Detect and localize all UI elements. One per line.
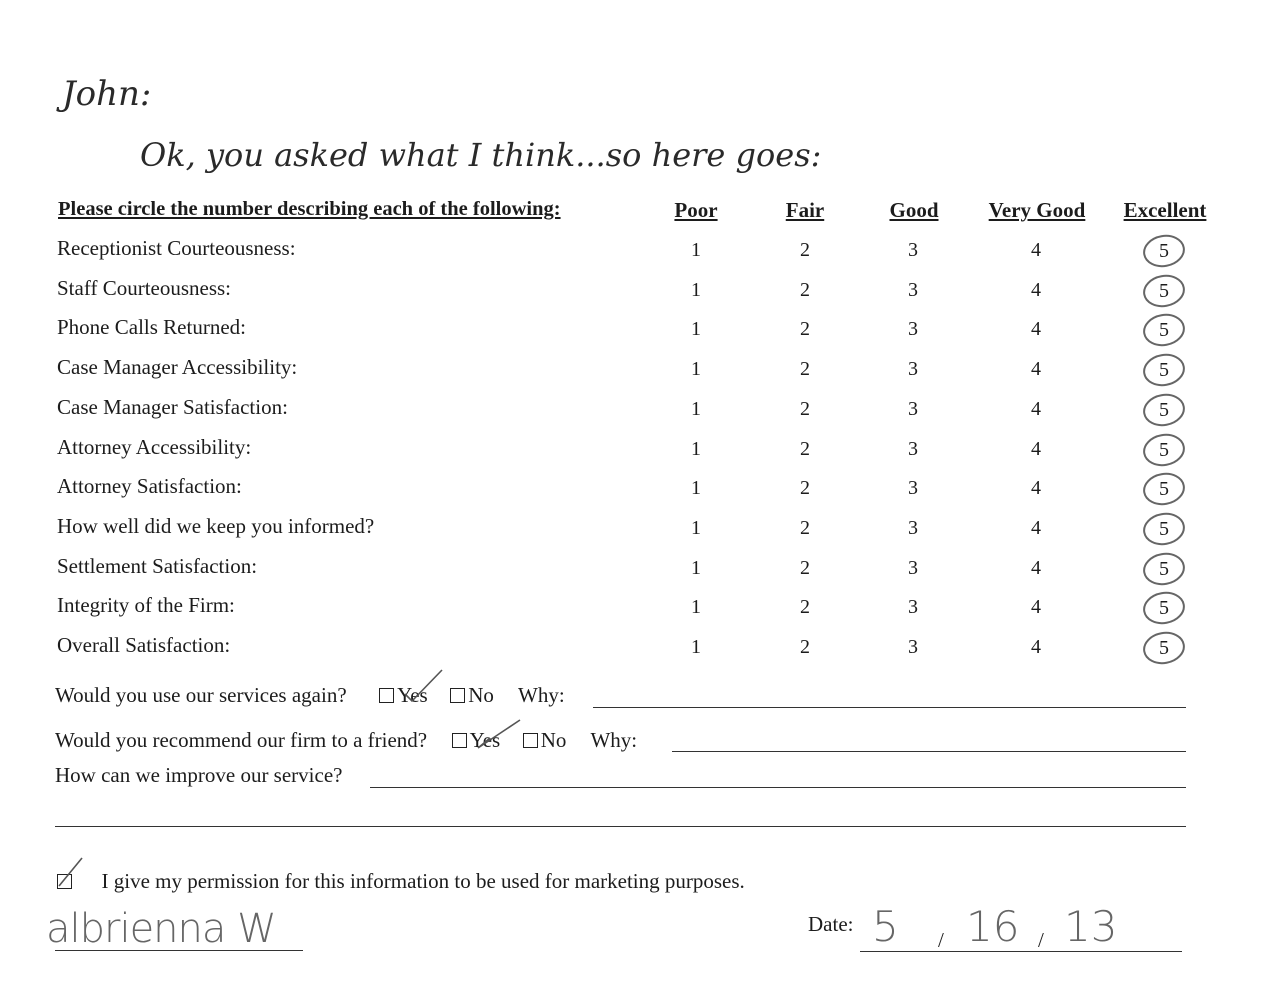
- rating-number: 3: [908, 278, 918, 301]
- hand-circle-icon: [1140, 510, 1188, 548]
- rating-number: 5: [1159, 637, 1169, 659]
- permission-text: I give my permission for this information to be used for marketing purposes.: [101, 869, 745, 893]
- rating-number: 2: [800, 397, 810, 420]
- rating-option[interactable]: [676, 358, 716, 381]
- use-again-why-label: Why:: [518, 683, 565, 707]
- rating-number: 1: [691, 358, 701, 381]
- rating-number: 5: [1159, 478, 1169, 501]
- rating-number: 4: [1031, 556, 1041, 579]
- recommend-why-label: Why:: [590, 728, 638, 752]
- use-again-why-line[interactable]: [593, 707, 1186, 708]
- rating-number: 5: [1159, 557, 1169, 580]
- rating-option[interactable]: [893, 239, 933, 262]
- rating-number: 1: [691, 318, 701, 341]
- rating-option[interactable]: [1016, 398, 1056, 421]
- rating-number: 5: [1159, 517, 1169, 540]
- rating-option[interactable]: [893, 279, 933, 302]
- rating-number: 4: [1031, 477, 1041, 500]
- rating-number: 1: [691, 278, 701, 301]
- date-separator-1: /: [938, 928, 944, 952]
- rating-option[interactable]: [1016, 239, 1056, 262]
- rating-option-selected[interactable]: [1144, 553, 1184, 585]
- rating-number: 3: [908, 437, 918, 460]
- row-label: How well did we keep you informed?: [57, 513, 375, 538]
- hand-circle-icon: [1140, 550, 1188, 588]
- recommend-no-label: No: [540, 728, 567, 752]
- signature-line[interactable]: [55, 950, 303, 951]
- date-line[interactable]: [860, 951, 1182, 952]
- recommend-yes-checkbox[interactable]: [452, 733, 467, 748]
- rating-number: 5: [1159, 319, 1169, 342]
- rating-option[interactable]: [893, 358, 933, 381]
- rating-number: 4: [1031, 358, 1041, 381]
- date-day: 16: [966, 902, 1020, 951]
- rating-option-selected[interactable]: [1144, 513, 1184, 545]
- permission-line: [57, 869, 745, 894]
- rating-number: 3: [908, 516, 918, 539]
- date-month: 5: [872, 902, 899, 951]
- use-again-yes-checkbox[interactable]: [379, 688, 394, 703]
- row-label: Attorney Accessibility:: [57, 434, 252, 459]
- rating-option[interactable]: [893, 438, 933, 461]
- recommend-no-checkbox[interactable]: [523, 733, 538, 748]
- question-use-again: [55, 683, 565, 708]
- rating-option-selected[interactable]: [1144, 592, 1184, 624]
- rating-number: 5: [1159, 279, 1169, 302]
- rating-option[interactable]: [785, 358, 825, 381]
- rating-option[interactable]: [676, 239, 716, 262]
- rating-option[interactable]: [785, 438, 825, 461]
- rating-option[interactable]: [893, 557, 933, 580]
- intro-text: Ok, you asked what I think...so here goes:: [140, 136, 822, 174]
- rating-number: 1: [691, 636, 701, 658]
- rating-number: 1: [691, 397, 701, 420]
- rating-number: 1: [691, 437, 701, 460]
- date-year: 13: [1064, 902, 1118, 951]
- rating-option[interactable]: [1016, 358, 1056, 381]
- rating-number: 4: [1031, 596, 1041, 619]
- rating-number: 2: [800, 318, 810, 341]
- row-label: Case Manager Accessibility:: [57, 355, 298, 380]
- rating-option-selected[interactable]: [1144, 434, 1184, 466]
- rating-number: 3: [908, 397, 918, 420]
- rating-number: 2: [800, 239, 810, 261]
- hand-circle-icon: [1140, 311, 1188, 349]
- column-poor: Poor: [674, 198, 718, 222]
- rating-option[interactable]: [785, 636, 825, 659]
- rating-number: 4: [1031, 636, 1041, 658]
- rating-number: 3: [908, 636, 918, 658]
- rating-number: 3: [908, 358, 918, 381]
- rating-option[interactable]: [893, 517, 933, 540]
- rating-number: 4: [1031, 278, 1041, 301]
- rating-number: 1: [691, 556, 701, 579]
- rating-number: 4: [1031, 437, 1041, 460]
- signature: albrienna W: [46, 906, 276, 952]
- date-label: Date:: [808, 912, 854, 936]
- rating-option-selected[interactable]: [1144, 235, 1184, 267]
- hand-circle-icon: [1140, 431, 1188, 469]
- rating-number: 4: [1031, 318, 1041, 341]
- rating-option[interactable]: [893, 636, 933, 659]
- rating-number: 3: [908, 239, 918, 261]
- rating-number: 2: [800, 278, 810, 301]
- rating-option[interactable]: [1016, 596, 1056, 619]
- question-improve: How can we improve our service?: [55, 763, 343, 787]
- rating-option-selected[interactable]: [1144, 394, 1184, 426]
- rating-option-selected[interactable]: [1144, 275, 1184, 307]
- hand-circle-icon: [1140, 272, 1188, 310]
- rating-number: 3: [908, 318, 918, 341]
- rating-number: 5: [1159, 398, 1169, 421]
- rating-option[interactable]: [676, 557, 716, 580]
- rating-option-selected[interactable]: [1144, 354, 1184, 386]
- rating-option[interactable]: [1016, 636, 1056, 659]
- row-label: Phone Calls Returned:: [57, 315, 246, 340]
- hand-circle-icon: [1140, 351, 1188, 389]
- rating-option-selected[interactable]: [1144, 473, 1184, 505]
- rating-option[interactable]: [785, 517, 825, 540]
- rating-number: 2: [800, 516, 810, 539]
- rating-option[interactable]: [1016, 279, 1056, 302]
- rating-number: 2: [800, 437, 810, 460]
- rating-number: 5: [1159, 359, 1169, 382]
- column-very-good: Very Good: [988, 198, 1086, 222]
- rating-option[interactable]: [676, 477, 716, 500]
- row-label: Overall Satisfaction:: [57, 633, 231, 657]
- rating-number: 2: [800, 477, 810, 500]
- rating-number: 2: [800, 358, 810, 381]
- rating-option[interactable]: [785, 318, 825, 341]
- rating-option[interactable]: [893, 477, 933, 500]
- row-label: Settlement Satisfaction:: [57, 553, 258, 578]
- rating-number: 5: [1159, 438, 1169, 461]
- use-again-check-mark-icon: [402, 668, 446, 704]
- rating-number: 4: [1031, 239, 1041, 261]
- rating-option[interactable]: [676, 398, 716, 421]
- column-good: Good: [889, 198, 939, 222]
- use-again-no-checkbox[interactable]: [450, 688, 465, 703]
- rating-number: 1: [691, 239, 701, 261]
- rating-option[interactable]: [676, 318, 716, 341]
- rating-option[interactable]: [893, 596, 933, 619]
- row-label: Staff Courteousness:: [57, 275, 232, 300]
- rating-number: 5: [1159, 240, 1169, 262]
- rating-number: 4: [1031, 516, 1041, 539]
- rating-option[interactable]: [785, 477, 825, 500]
- question-recommend-text: Would you recommend our firm to a friend?: [55, 728, 428, 752]
- rating-option[interactable]: [785, 398, 825, 421]
- rating-option-selected[interactable]: [1144, 314, 1184, 346]
- hand-circle-icon: [1140, 470, 1188, 508]
- rating-option[interactable]: [785, 557, 825, 580]
- rating-number: 5: [1159, 597, 1169, 620]
- rating-option[interactable]: [785, 279, 825, 302]
- rating-number: 1: [691, 516, 701, 539]
- instructions-heading: Please circle the number describing each of the following:: [58, 198, 561, 220]
- recommend-yes-label: Yes: [469, 728, 501, 752]
- row-label: Case Manager Satisfaction:: [57, 394, 288, 419]
- rating-number: 3: [908, 477, 918, 500]
- rating-number: 1: [691, 477, 701, 500]
- rating-option-selected[interactable]: [1144, 632, 1184, 664]
- recommend-why-line[interactable]: [672, 751, 1186, 752]
- use-again-no-label: No: [468, 683, 494, 707]
- improve-line-2[interactable]: [55, 826, 1186, 827]
- question-use-again-text: Would you use our services again?: [55, 683, 347, 707]
- rating-option[interactable]: [893, 318, 933, 341]
- rating-number: 2: [800, 636, 810, 658]
- rating-option[interactable]: [1016, 517, 1056, 540]
- rating-option[interactable]: [785, 596, 825, 619]
- rating-option[interactable]: [1016, 318, 1056, 341]
- use-again-yes-label: Yes: [397, 683, 428, 707]
- hand-circle-icon: [1140, 629, 1188, 667]
- row-label: Receptionist Courteousness:: [57, 236, 296, 260]
- greeting-text: John:: [62, 74, 152, 114]
- recommend-check-mark-icon: [476, 718, 524, 752]
- hand-circle-icon: [1140, 232, 1188, 270]
- rating-number: 3: [908, 556, 918, 579]
- rating-option[interactable]: [676, 279, 716, 302]
- rating-option[interactable]: [676, 517, 716, 540]
- row-label: Integrity of the Firm:: [57, 593, 235, 618]
- rating-number: 4: [1031, 397, 1041, 420]
- rating-number: 2: [800, 556, 810, 579]
- rating-number: 1: [691, 596, 701, 619]
- rating-option[interactable]: [893, 398, 933, 421]
- rating-option[interactable]: [676, 636, 716, 659]
- improve-line-1[interactable]: [370, 787, 1186, 788]
- rating-option[interactable]: [785, 239, 825, 262]
- date-separator-2: /: [1038, 928, 1044, 952]
- hand-circle-icon: [1140, 589, 1188, 627]
- question-recommend: [55, 728, 637, 753]
- rating-option[interactable]: [1016, 557, 1056, 580]
- column-fair: Fair: [785, 198, 825, 222]
- permission-check-mark-icon: [56, 856, 86, 890]
- rating-number: 2: [800, 596, 810, 619]
- rating-number: 3: [908, 596, 918, 619]
- rating-option[interactable]: [1016, 438, 1056, 461]
- row-label: Attorney Satisfaction:: [57, 474, 242, 499]
- rating-option[interactable]: [676, 438, 716, 461]
- rating-option[interactable]: [1016, 477, 1056, 500]
- hand-circle-icon: [1140, 391, 1188, 429]
- rating-option[interactable]: [676, 596, 716, 619]
- column-excellent: Excellent: [1123, 198, 1207, 222]
